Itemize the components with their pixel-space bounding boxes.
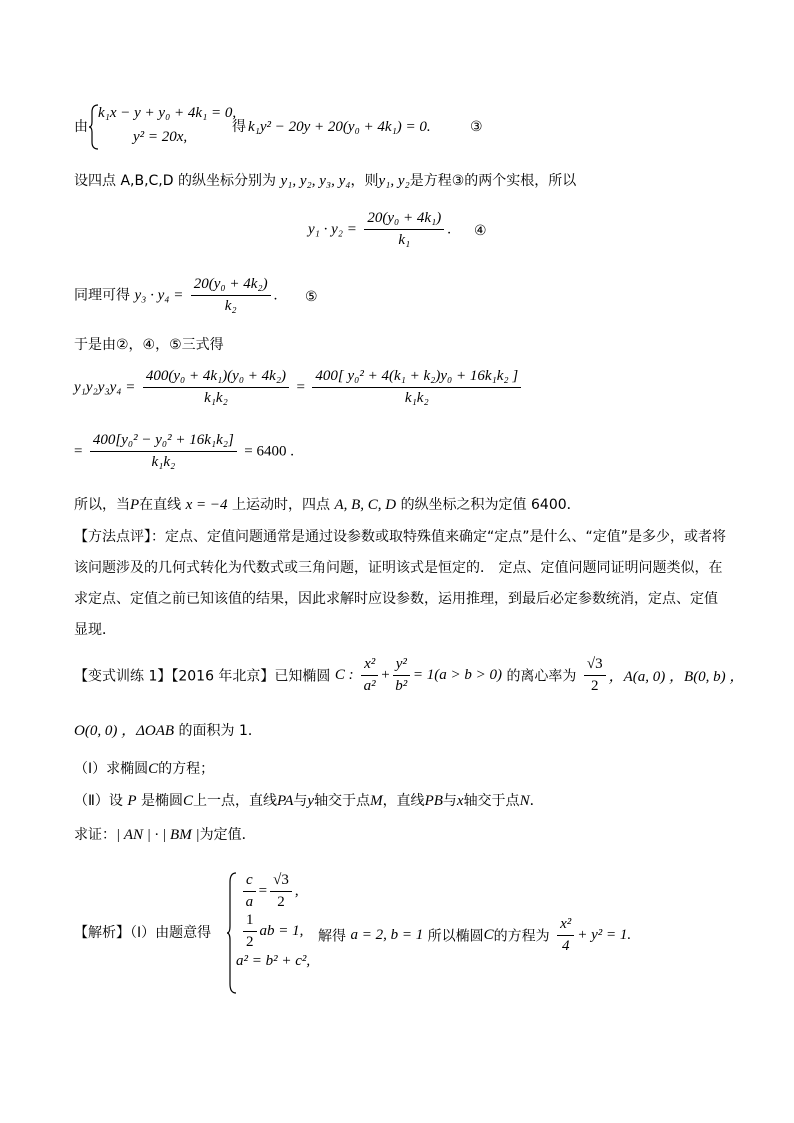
text: 轴交于点 bbox=[314, 793, 371, 809]
text: 所以，当 bbox=[74, 497, 130, 513]
left-brace bbox=[226, 872, 238, 994]
math: O(0, 0) ，ΔOAB bbox=[74, 723, 175, 739]
text: 的方程； bbox=[158, 761, 215, 777]
fraction bbox=[90, 432, 237, 471]
system-eq-2: y² = 20x, bbox=[133, 129, 188, 145]
proof-statement bbox=[74, 826, 256, 844]
numerator: c bbox=[243, 872, 256, 892]
math: y₁ · y₂ = bbox=[308, 221, 357, 238]
text: ． bbox=[529, 793, 544, 809]
fraction bbox=[393, 656, 410, 695]
text: 【变式训练 1】【2016 年北京】已知椭圆 bbox=[74, 668, 331, 685]
system-row-1 bbox=[240, 872, 299, 911]
math: ab = 1, bbox=[259, 923, 304, 939]
denominator: a bbox=[245, 894, 254, 910]
text: 上运动时，四点 bbox=[231, 497, 330, 513]
math: = 6400 . bbox=[244, 443, 294, 460]
math: P bbox=[127, 793, 137, 809]
math: PA bbox=[276, 793, 294, 809]
numerator: 400[ y₀² + 4(k₁ + k₂)y₀ + 16k₁k₂ ] bbox=[312, 368, 521, 388]
numerator: 20(y₀ + 4k₂) bbox=[191, 276, 271, 296]
formula-4: y₁ · y₂ = $\frac{\text{20(y₀ + 4k₁)}}{\text{k₁}}$ . bbox=[308, 210, 451, 248]
system-row-3: a² = b² + c², bbox=[236, 953, 311, 969]
text: 在直线 bbox=[139, 497, 182, 513]
denominator: 4 bbox=[561, 938, 570, 954]
fraction bbox=[270, 872, 292, 911]
text: 与 bbox=[442, 793, 457, 809]
math: = bbox=[296, 379, 305, 396]
numerator: y² bbox=[393, 656, 410, 676]
numerator: x² bbox=[557, 916, 574, 936]
math: a = 2, b = 1 bbox=[350, 927, 424, 943]
system-intro bbox=[74, 118, 88, 136]
fraction bbox=[557, 916, 574, 955]
solution-intro: 【解析】（Ⅰ）由题意得 bbox=[74, 925, 212, 941]
equation-tag-4: ④ bbox=[474, 223, 487, 239]
text: 的纵坐标之积为定值 6400． bbox=[400, 497, 581, 513]
question-1 bbox=[74, 760, 214, 778]
fraction bbox=[584, 656, 606, 695]
text: 的面积为 1． bbox=[178, 723, 262, 739]
math: , bbox=[294, 883, 299, 899]
text: 与 bbox=[293, 793, 308, 809]
numerator: √3 bbox=[270, 872, 292, 892]
text: 所以椭圆 bbox=[427, 928, 484, 945]
math: | AN | · | BM | bbox=[116, 827, 200, 843]
text: 由 bbox=[74, 119, 88, 135]
text: 设四点 A,B,C,D 的纵坐标分别为 bbox=[74, 173, 276, 189]
denominator: a² bbox=[363, 678, 376, 694]
system-row-2 bbox=[240, 912, 303, 951]
math: x = −4 bbox=[185, 497, 228, 513]
text: 上一点，直线 bbox=[192, 793, 277, 809]
denominator: k₂ bbox=[224, 298, 237, 314]
text: 为定值． bbox=[199, 827, 256, 843]
math: PB bbox=[424, 793, 443, 809]
denominator: k₁ bbox=[398, 232, 411, 248]
math: y₁, y₂, y₃, y₄ bbox=[280, 173, 351, 189]
equation-3: k₁y² − 20y + 20(y₀ + 4k₁) = 0. bbox=[248, 119, 431, 135]
text: （Ⅰ）求椭圆 bbox=[74, 761, 149, 777]
text: 是椭圆 bbox=[140, 793, 183, 809]
fraction bbox=[312, 368, 521, 407]
solution-result bbox=[318, 916, 631, 955]
variant-training-line-1 bbox=[74, 656, 744, 695]
math: C bbox=[182, 793, 193, 809]
formula-6 bbox=[74, 368, 524, 407]
denominator: b² bbox=[395, 678, 408, 694]
denominator: 2 bbox=[246, 934, 254, 950]
text: 得 bbox=[232, 119, 246, 135]
math: + bbox=[381, 667, 390, 683]
text: 轴交于点 bbox=[463, 793, 520, 809]
formula-5: 同理可得 y₃ · y₄ = $\frac{\text{20(y₀ + 4k₂)}}{\text{k₂}}$ . bbox=[74, 276, 278, 314]
method-comment-line-2: 该问题涉及的几何式转化为代数式或三角问题，证明该式是恒定的． 定点、定值问题同证明问题类似，在 bbox=[74, 560, 723, 576]
fraction bbox=[143, 368, 289, 407]
math: y₁y₂y₃y₄ = bbox=[74, 379, 136, 396]
math: x bbox=[456, 793, 464, 809]
denominator: k₁k₂ bbox=[204, 390, 228, 406]
equation-tag-3: ③ bbox=[470, 119, 483, 135]
math: ，A(a, 0) ，B(0, b) ， bbox=[608, 669, 745, 685]
text: 的方程为 bbox=[493, 928, 550, 945]
system-eq-1: k₁x − y + y₀ + 4k₁ = 0, bbox=[98, 105, 237, 121]
fraction bbox=[364, 210, 444, 249]
denominator: k₁k₂ bbox=[151, 454, 176, 470]
method-comment-line-4: 显现． bbox=[74, 622, 116, 638]
text: （Ⅱ）设 bbox=[74, 793, 123, 809]
fraction bbox=[243, 912, 257, 951]
numerator: 1 bbox=[243, 912, 257, 932]
denominator: 2 bbox=[277, 894, 285, 910]
text: 是方程③的两个实根，所以 bbox=[409, 173, 577, 189]
math: y bbox=[307, 793, 315, 809]
text: ，直线 bbox=[382, 793, 425, 809]
math: A, B, C, D bbox=[334, 497, 397, 513]
numerator: √3 bbox=[584, 656, 606, 676]
formula-7 bbox=[74, 432, 294, 471]
math: N bbox=[519, 793, 530, 809]
math: M bbox=[370, 793, 383, 809]
numerator: 20(y₀ + 4k₁) bbox=[364, 210, 444, 230]
equation-tag-5: ⑤ bbox=[305, 289, 318, 305]
method-comment-line-3: 求定点、定值之前已知该值的结果，因此求解时应设参数，运用推理，到最后必定参数统消，定点、定值 bbox=[74, 591, 718, 607]
text: 解得 bbox=[318, 928, 346, 945]
variant-training-line-2 bbox=[74, 722, 262, 740]
math: C : bbox=[334, 667, 354, 683]
paragraph-line bbox=[74, 172, 576, 190]
math: = bbox=[258, 883, 268, 899]
numerator: x² bbox=[361, 656, 378, 676]
denominator: k₁k₂ bbox=[404, 390, 429, 406]
text: 求证： bbox=[74, 827, 116, 843]
math: C bbox=[483, 927, 494, 943]
math: = bbox=[74, 443, 83, 460]
fraction bbox=[243, 872, 256, 911]
text: ，则 bbox=[350, 173, 379, 189]
math: C bbox=[148, 761, 159, 777]
math: y₃ · y₄ = bbox=[134, 287, 184, 304]
text: 的离心率为 bbox=[506, 668, 577, 685]
question-2 bbox=[74, 792, 544, 810]
fraction bbox=[191, 276, 271, 315]
paragraph-line: 于是由②，④，⑤三式得 bbox=[74, 337, 224, 353]
paragraph-line bbox=[74, 496, 581, 514]
numerator: 400[y₀² − y₀² + 16k₁k₂] bbox=[90, 432, 237, 452]
numerator: 400(y₀ + 4k₁)(y₀ + 4k₂) bbox=[143, 368, 289, 388]
math: y₁, y₂ bbox=[378, 173, 410, 189]
math: + y² = 1. bbox=[577, 927, 632, 943]
math: = 1(a > b > 0) bbox=[412, 667, 502, 683]
text: 同理可得 bbox=[74, 287, 130, 304]
math: P bbox=[130, 497, 140, 513]
denominator: 2 bbox=[591, 678, 599, 694]
method-comment-line-1: 【方法点评】：定点、定值问题通常是通过设参数或取特殊值来确定“定点”是什么、“定值”是多少，或者将 bbox=[74, 529, 727, 545]
fraction bbox=[361, 656, 378, 695]
